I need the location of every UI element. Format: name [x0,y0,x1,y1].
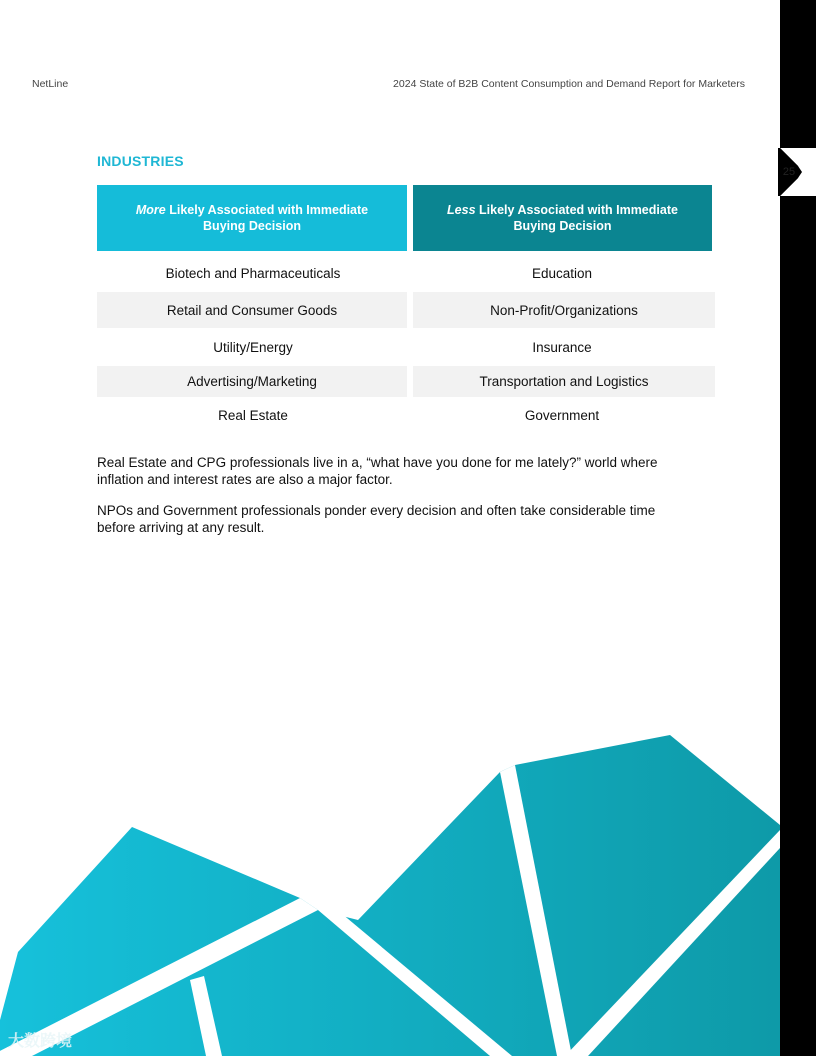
table-cell-more: Advertising/Marketing [97,366,407,397]
section-title: INDUSTRIES [97,153,184,169]
column-header-text: Likely Associated with Immediate Buying Decision [169,203,369,233]
table-cell-less: Transportation and Logistics [413,366,715,397]
body-paragraph: Real Estate and CPG professionals live in a, “what have you done for me lately?” world where inflation and interest rates are also a major factor. [97,455,658,487]
header-report-title: 2024 State of B2B Content Consumption and Demand Report for Marketers [393,78,745,90]
table-cell-less: Education [531,265,593,281]
table-cell-less: Government [524,407,600,423]
column-header-emphasis: More [135,203,166,217]
table-cell-more: Utility/Energy [213,339,293,355]
column-header-emphasis: Less [447,203,476,217]
table-cell-more: Real Estate [218,407,288,423]
column-header-less-likely [413,185,712,251]
body-paragraph: NPOs and Government professionals ponder every decision and often take considerable time before arriving at any result. [97,503,656,535]
watermark: 大数跨境 [8,1033,73,1050]
header-brand: NetLine [32,78,69,90]
column-header-text: Likely Associated with Immediate Buying Decision [479,203,678,233]
decorative-mountain-graphic [0,730,780,1056]
column-header-more-likely [97,185,407,251]
table-cell-less: Insurance [532,339,592,355]
table-cell-more: Biotech and Pharmaceuticals [165,265,341,281]
page-number: 25 [782,166,796,178]
table-cell-more: Retail and Consumer Goods [97,292,407,328]
table-cell-less: Non-Profit/Organizations [413,292,715,328]
